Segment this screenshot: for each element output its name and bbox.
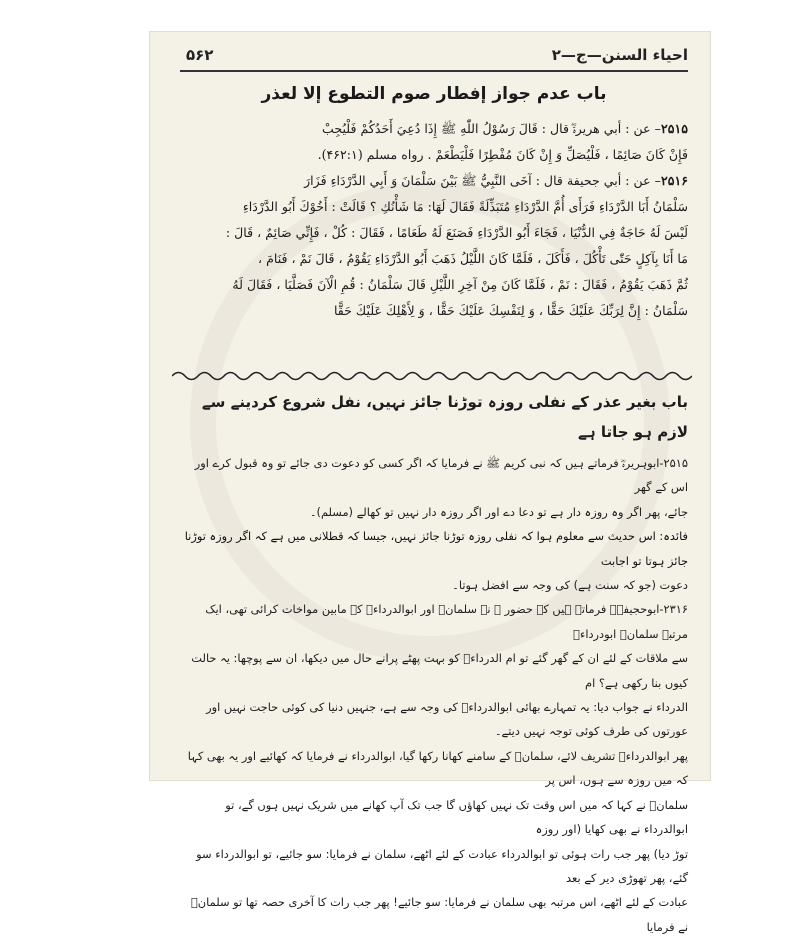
hadith-2516-line-3: لَيْسَ لَهُ حَاجَةٌ فِي الدُّنْيَا ، فَجَاءَ أَبُو الدَّرْدَاءِ فَصَنَعَ لَهُ طَعَامًا ، فَقَالَ : كُلْ ، فَإِنِّي صَائِمٌ ، قَالَ : [225,225,688,240]
urdu-line-4: دعوت (جو کہ سنت ہے) کی وجہ سے افضل ہوتا۔ [452,578,688,593]
hadith-2516-line-2: سَلْمَانُ أَبَا الدَّرْدَاءِ فَرَأَى أُمَّ الدَّرْدَاءِ مُتَبَذِّلَةً فَقَالَ لَهَا: مَا شَأْنُكِ ؟ قَالَتْ : أَخُوْكَ أَبُو الدَّرْدَاءِ [242,199,688,214]
hadith-2515-line-1 [180,116,688,142]
hadith-text: – عن : أبي هريرةؓ قال : قَالَ رَسُوْلُ اللّٰهِ ﷺ إِذَا دُعِيَ أَحَدُكُمْ فَلْيُجِبْ [321,121,661,136]
page-number: ۵۶۲ [186,46,214,64]
hadith-2516-line-4: مَا أَنَا بِآكِلٍ حَتّٰى تَأْكُلَ ، فَأَكَلَ ، فَلَمَّا كَانَ اللَّيْلُ ذَهَبَ أَبُو الدَّرْدَاءِ يَقُوْمُ ، قَالَ نَمْ ، فَنَامَ ، [258,251,688,266]
hadith-2515-line-2: فَإِنْ كَانَ صَائِمًا ، فَلْيُصَلِّ وَ إِنْ كَانَ مُفْطِرًا فَلْيَطْعَمْ . رواه مسلم (۴۶۲:۱). [317,147,688,162]
urdu-line-10: توڑ دیا) پھر جب رات ہوئی تو ابوالدرداء عبادت کے لئے اٹھے، سلمان نے فرمایا: سو جائیے، تو ابوالدرداء سو گئے، پھر تھوڑی دیر کے بعد [196,846,688,885]
hadith-2516-line-6: سَلْمَانُ : إِنَّ لِرَبِّكَ عَلَيْكَ حَقًّا ، وَ لِنَفْسِكَ عَلَيْكَ حَقًّا ، وَ لِأَهْلِكَ عَلَيْكَ حَقًّا [333,303,688,318]
urdu-line-6: سے ملاقات کے لئے ان کے گھر گئے تو ام الدرداءؓ کو بہت پھٹے پرانے حال میں دیکھا، ان سے پوچھا: یہ حالت کیوں بنا رکھی ہے؟ ام [191,651,688,690]
section-divider-wave [172,369,692,383]
running-title: احیاء السنن—ج—۲ [551,46,688,64]
arabic-hadith-block [180,116,688,324]
hadith-2516-line-5: ثُمَّ ذَهَبَ يَقُوْمُ ، فَقَالَ : نَمْ ، فَلَمَّا كَانَ مِنْ آخِرِ اللَّيْلِ قَالَ سَلْمَانُ : قُمِ الْآنَ فَصَلَّيَا ، فَقَالَ لَهُ [232,277,688,292]
urdu-line-3-benefit: فائدہ: اس حدیث سے معلوم ہوا کہ نفلی روزہ توڑنا جائز نہیں، جیسا کہ قطلانی میں ہے کہ اگر روزہ توڑنا جائز ہوتا تو اجابت [184,529,688,568]
urdu-line-5: ۲۳۱۶-ابوحجیفہؓ فرماتے ہیں کہ حضور ﷺ نے سلمانؓ اور ابوالدرداءؓ کے مابین مواخات کرائی تھی، ایک مرتبہ سلمانؓ ابودرداءؓ [205,602,688,641]
hadith-text: – عن : أبي جحيفة قال : آخَى النَّبِيُّ ﷺ بَيْنَ سَلْمَانَ وَ أَبِي الدَّرْدَاءِ فَزَارَ [304,173,661,188]
hadith-2516-line-1 [180,168,688,194]
urdu-line-9: سلمانؓ نے کہا کہ میں اس وقت تک نہیں کھاؤں گا جب تک آپ کھانے میں شریک نہیں ہوں گے، تو ابوالدرداء نے بھی کھایا (اور روزہ [225,797,688,837]
page-header [186,44,688,70]
arabic-chapter-heading: باب عدم جواز إفطار صوم التطوع إلا لعذر [261,84,607,104]
urdu-line-11: عبادت کے لئے اٹھے، اس مرتبہ بھی سلمان نے فرمایا: سو جائیے! پھر جب رات کا آخری حصہ تھا تو سلمانؓ نے فرمایا [190,895,688,934]
hadith-number: ۲۵۱۶ [660,173,688,188]
urdu-chapter-heading: باب بغیر عذر کے نفلی روزہ توڑنا جائز نہیں، نفل شروع کردینے سے لازم ہو جاتا ہے [201,393,688,441]
urdu-translation-block [180,387,688,939]
urdu-line-1: ۲۵۱۵-ابوہریرہؓ فرماتے ہیں کہ نبی کریم ﷺ نے فرمایا کہ اگر کسی کو دعوت دی جائے تو وہ قبول کرے اور اس کے گھر [194,456,688,495]
hadith-number: ۲۵۱۵ [660,121,688,136]
header-rule [180,70,688,72]
urdu-line-7: الدرداء نے جواب دیا: یہ تمہارے بھائی ابوالدرداءؓ کی وجہ سے ہے، جنہیں دنیا کی کوئی حاجت نہیں اور عورتوں کی طرف کوئی توجہ نہیں دیتے۔ [206,700,688,739]
urdu-line-2: جائے، پھر اگر وہ روزہ دار ہے تو دعا دے اور اگر روزہ دار نہیں تو کھالے (مسلم)۔ [309,504,688,519]
book-page [150,32,710,934]
urdu-line-8: پھر ابوالدرداءؓ تشریف لائے، سلمانؓ کے سامنے کھانا رکھا گیا، ابوالدرداء نے فرمایا کہ کھائیے اور یہ بھی کہا کہ میں روزہ سے ہوں، اس پر [187,748,688,788]
